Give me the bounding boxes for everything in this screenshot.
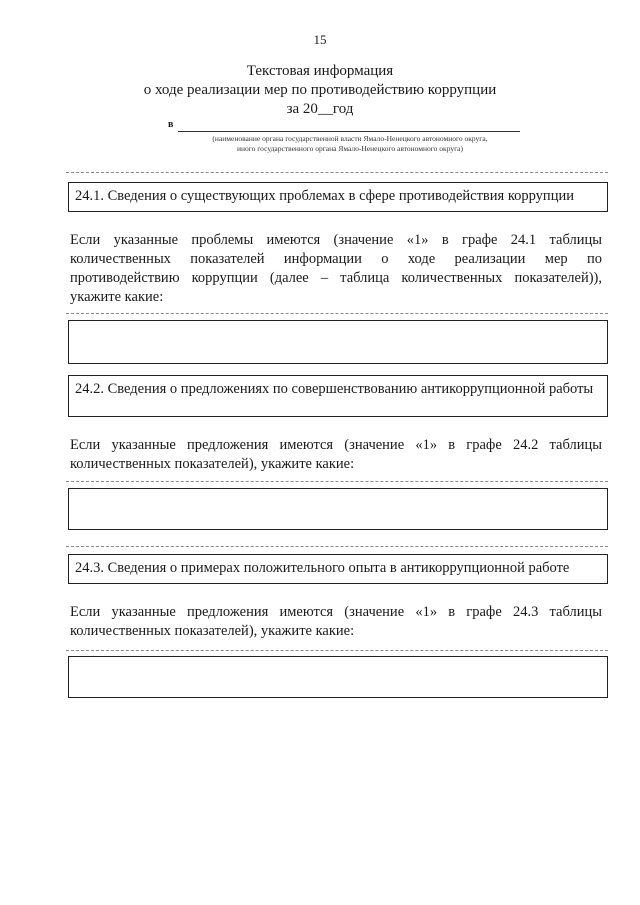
org-prefix: в bbox=[168, 119, 174, 130]
divider bbox=[66, 313, 608, 314]
section-24-3-prompt: Если указанные предложения имеются (значение «1» в графе 24.3 таблицы количественных показателей), укажите какие: bbox=[70, 604, 602, 639]
page-number: 15 bbox=[313, 32, 327, 47]
org-caption-line1: (наименование органа государственной власти Ямало-Ненецкого автономного округа, bbox=[212, 134, 488, 143]
section-24-3-answer-field[interactable] bbox=[68, 656, 608, 698]
divider bbox=[66, 650, 608, 651]
section-24-1-prompt: Если указанные проблемы имеются (значение «1» в графе 24.1 таблицы количественных показателей информации о ходе реализации мер по противодействию коррупции (далее – таблица количественных показателей)), укажите какие: bbox=[70, 232, 602, 305]
divider bbox=[66, 481, 608, 482]
section-24-1-title: 24.1. Сведения о существующих проблемах в сфере противодействия коррупции bbox=[68, 182, 608, 212]
section-24-2-title: 24.2. Сведения о предложениях по совершенствованию антикоррупционной работы bbox=[68, 375, 608, 417]
document-subtitle: о ходе реализации мер по противодействию коррупции bbox=[143, 82, 497, 98]
section-24-2-answer-field[interactable] bbox=[68, 488, 608, 530]
divider bbox=[66, 546, 608, 547]
divider bbox=[66, 172, 608, 173]
org-caption bbox=[150, 134, 550, 154]
document-year-line: за 20__год bbox=[286, 101, 354, 117]
section-24-3-title: 24.3. Сведения о примерах положительного опыта в антикоррупционной работе bbox=[68, 554, 608, 584]
section-24-2-prompt: Если указанные предложения имеются (значение «1» в графе 24.2 таблицы количественных показателей), укажите какие: bbox=[70, 437, 602, 472]
section-24-1-answer-field[interactable] bbox=[68, 320, 608, 364]
org-name-field[interactable] bbox=[178, 131, 520, 132]
document-title: Текстовая информация bbox=[246, 63, 394, 79]
org-caption-line2: иного государственного органа Ямало-Ненецкого автономного округа) bbox=[236, 144, 464, 153]
